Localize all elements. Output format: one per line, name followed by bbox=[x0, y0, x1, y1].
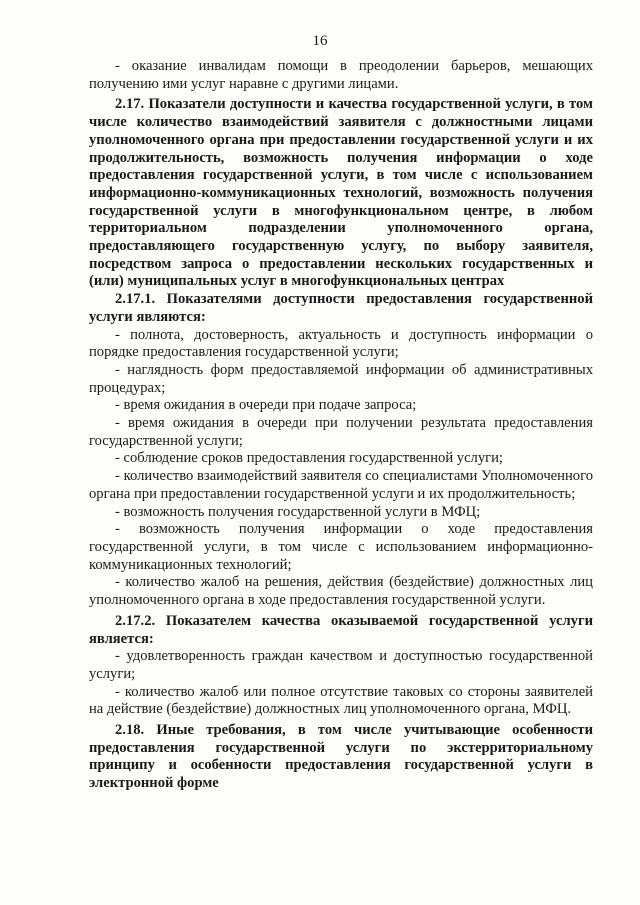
document-body bbox=[89, 58, 593, 793]
section-2-17-2-heading: 2.17.2. Показателем качества оказываемой государственной услуги является: bbox=[89, 612, 593, 647]
list-item-satisfaction: - удовлетворенность граждан качеством и доступностью государственной услуги; bbox=[89, 648, 593, 682]
section-2-18-heading: 2.18. Иные требования, в том числе учитывающие особенности предоставления государственной услуги по экстерриториальному принципу и особенности предоставления государственной услуги в электронной форме bbox=[89, 722, 593, 792]
list-item-complaints-absence: - количество жалоб или полное отсутствие таковых со стороны заявителей на действие (бездействие) должностных лиц уполномоченного органа, МФЦ. bbox=[89, 683, 593, 718]
section-2-17-heading: 2.17. Показатели доступности и качества государственной услуги, в том числе количество взаимодействий заявителя с должностными лицами уполномоченного органа при предоставлении государственной услуги и их продолжительность, возможность получения информации о ходе предоставления государственной услуги, в том числе с использованием информационно-коммуникационных технологий, возможность получения государственной услуги в многофункциональном центре, в любом территориальном подразделении уполномоченного органа, предоставляющего государственную услугу, по выбору заявителя, посредством запроса о предоставлении нескольких государственных и (или) муниципальных услуг в многофункциональных центрах bbox=[89, 96, 593, 290]
list-item-interactions: - количество взаимодействий заявителя со специалистами Уполномоченного органа при предоставлении государственной услуги и их продолжительность; bbox=[89, 468, 593, 502]
list-item-deadlines: - соблюдение сроков предоставления государственной услуги; bbox=[115, 450, 503, 467]
section-2-17-1-heading: 2.17.1. Показателями доступности предоставления государственной услуги являются: bbox=[89, 291, 593, 325]
list-item-progress-info: - возможность получения информации о ходе предоставления государственной услуги, в том числе с использованием информационно-коммуникационных технологий; bbox=[89, 521, 593, 573]
list-item-complaints: - количество жалоб на решения, действия (бездействие) должностных лиц уполномоченного органа в ходе предоставления государственной услуги. bbox=[89, 574, 593, 609]
list-item-wait-time-request: - время ожидания в очереди при подаче запроса; bbox=[115, 397, 417, 414]
paragraph-barriers-assistance: - оказание инвалидам помощи в преодолении барьеров, мешающих получению ими услуг наравне с другими лицами. bbox=[89, 58, 593, 92]
list-item-completeness: - полнота, достоверность, актуальность и доступность информации о порядке предоставления государственной услуги; bbox=[89, 326, 593, 361]
page-number: 16 bbox=[312, 33, 328, 49]
list-item-wait-time-result: - время ожидания в очереди при получении результата предоставления государственной услуги; bbox=[89, 415, 593, 449]
list-item-mfc: - возможность получения государственной услуги в МФЦ; bbox=[115, 503, 481, 520]
list-item-clarity: - наглядность форм предоставляемой информации об административных процедурах; bbox=[89, 361, 593, 396]
